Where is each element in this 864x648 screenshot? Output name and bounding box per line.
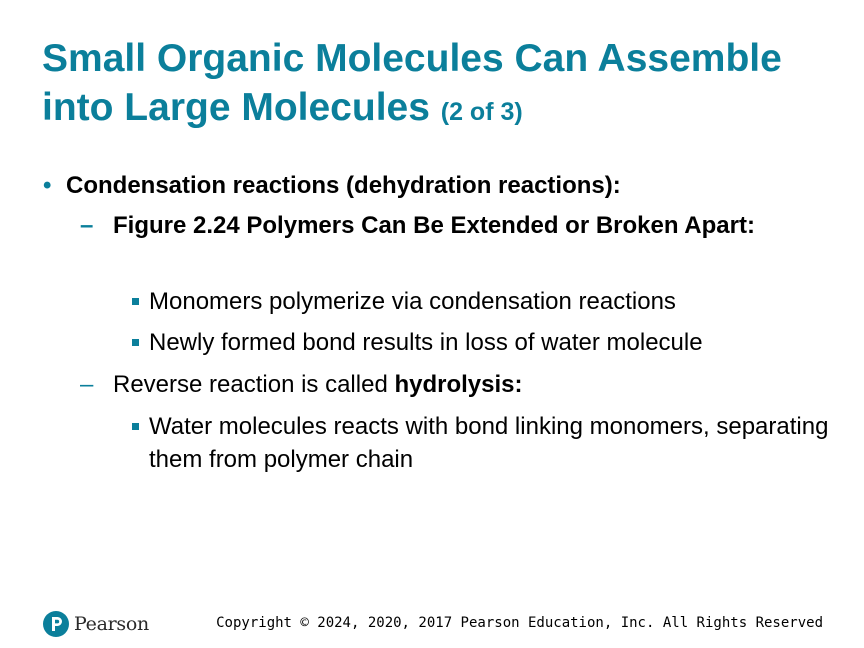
bullet-level1 bbox=[43, 169, 826, 203]
bullet-text-bold: hydrolysis: bbox=[394, 371, 523, 398]
bullet-text: Water molecules reacts with bond linking monomers, separating them from polymer chain bbox=[149, 413, 829, 473]
bullet-text: Newly formed bond results in loss of water molecule bbox=[149, 329, 703, 356]
bullet-level3 bbox=[132, 285, 839, 318]
bullet-text bbox=[113, 368, 813, 401]
copyright-notice: Copyright © 2024, 2020, 2017 Pearson Education, Inc. All Rights Reserved bbox=[216, 615, 823, 631]
bullet-level2 bbox=[80, 368, 813, 401]
slide-title bbox=[42, 34, 842, 137]
bullet-text: Condensation reactions (dehydration reactions): bbox=[66, 172, 621, 199]
bullet-level3 bbox=[132, 410, 839, 476]
dash-icon: – bbox=[80, 371, 94, 398]
square-bullet-icon bbox=[132, 339, 139, 346]
pearson-p-icon bbox=[43, 611, 69, 637]
title-main: Small Organic Molecules Can Assemble into Large Molecules bbox=[42, 37, 782, 129]
bullet-dot-icon: • bbox=[43, 172, 52, 199]
bullet-text: Monomers polymerize via condensation reactions bbox=[149, 288, 676, 315]
bullet-level3 bbox=[132, 326, 839, 359]
bullet-text-plain: Reverse reaction is called bbox=[113, 371, 395, 398]
bullet-level2 bbox=[80, 209, 813, 242]
square-bullet-icon bbox=[132, 423, 139, 430]
pearson-logo bbox=[43, 611, 149, 637]
title-part-indicator: (2 of 3) bbox=[440, 98, 523, 126]
bullet-text: Figure 2.24 Polymers Can Be Extended or Broken Apart: bbox=[113, 212, 755, 239]
square-bullet-icon bbox=[132, 298, 139, 305]
pearson-wordmark: Pearson bbox=[74, 613, 149, 635]
dash-icon: – bbox=[80, 212, 94, 239]
